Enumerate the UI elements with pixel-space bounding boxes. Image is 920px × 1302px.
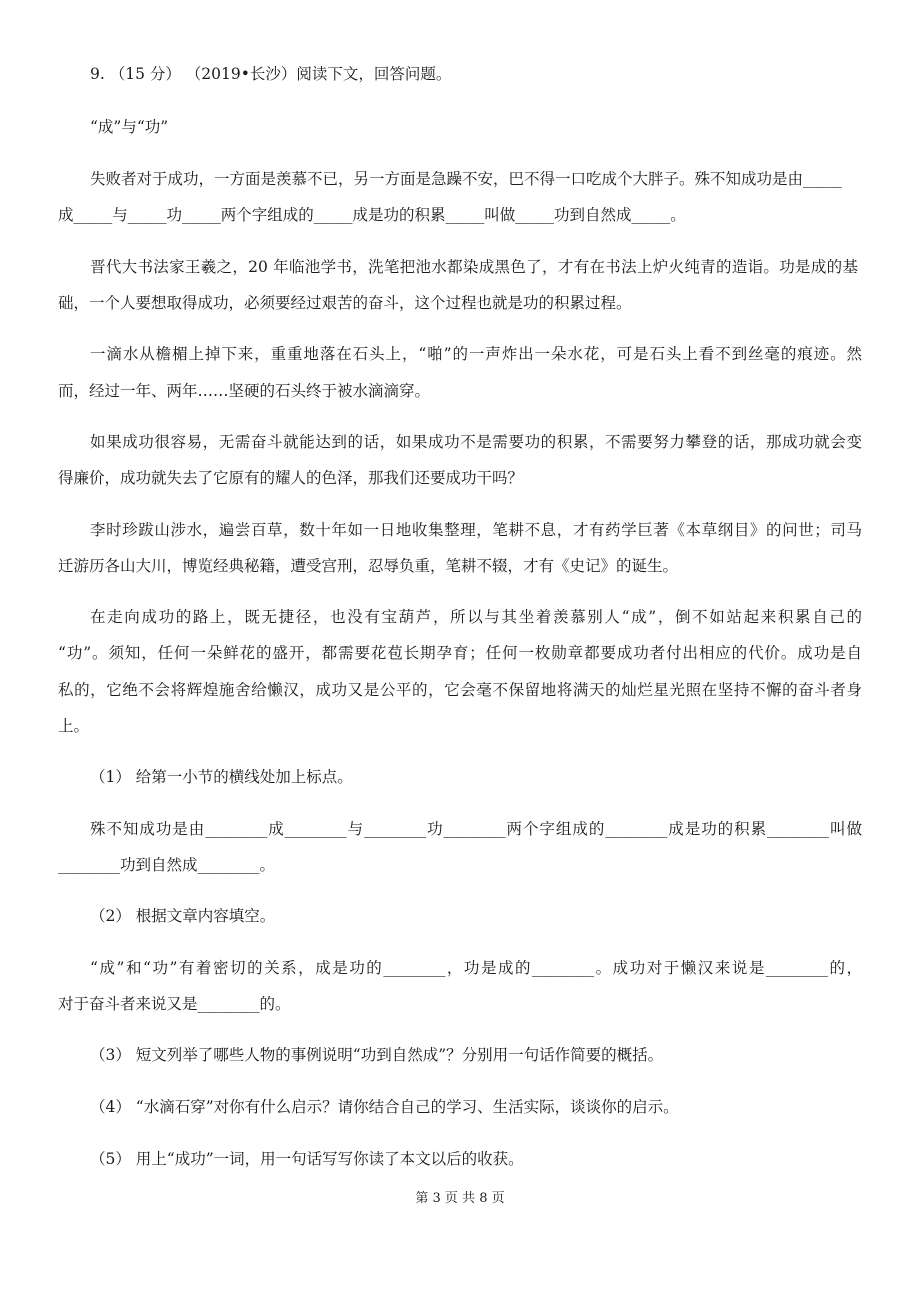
subquestion-3-label: （3） 短文列举了哪些人物的事例说明“功到自然成”？分别用一句话作简要的概括。: [90, 1046, 664, 1064]
subquestion-1-line-2: ________功到自然成________。: [58, 856, 276, 874]
subquestion-5-label: （5） 用上“成功”一词，用一句话写写你读了本文以后的收获。: [90, 1150, 524, 1168]
passage-paragraph-3-line-2: 而，经过一年、两年……坚硬的石头终于被水滴滴穿。: [58, 382, 431, 400]
passage-paragraph-6-line-3: 私的，它绝不会将辉煌施舍给懒汉，成功又是公平的，它会毫不保留地将满天的灿烂星光照在坚持不懈的奋斗者身: [58, 681, 862, 699]
passage-paragraph-4-line-2: 得廉价，成功就失去了它原有的耀人的色泽，那我们还要成功干吗？: [58, 469, 524, 487]
question-header: 9. （15 分） （2019•长沙）阅读下文，回答问题。: [90, 65, 452, 83]
passage-paragraph-1-line-2: 成_____与_____功_____两个字组成的_____成是功的积累_____叫做_____功到自然成_____。: [58, 206, 686, 224]
passage-title: “成”与“功”: [90, 118, 169, 136]
passage-paragraph-1-line-1: 失败者对于成功，一方面是羡慕不已，另一方面是急躁不安，巴不得一口吃成个大胖子。殊不知成功是由_____: [90, 170, 842, 188]
subquestion-1-line-1: 殊不知成功是由________成________与________功________两个字组成的________成是功的积累________叫做: [90, 820, 862, 838]
passage-paragraph-3-line-1: 一滴水从檐楣上掉下来，重重地落在石头上，“啪”的一声炸出一朵水花，可是石头上看不到丝毫的痕迹。然: [90, 345, 862, 363]
subquestion-2-line-2: 对于奋斗者来说又是________的。: [58, 995, 291, 1013]
page-number-footer: 第 3 页 共 8 页: [415, 1191, 505, 1206]
passage-paragraph-4-line-1: 如果成功很容易，无需奋斗就能达到的话，如果成功不是需要功的积累，不需要努力攀登的话，那成功就会变: [90, 433, 862, 451]
subquestion-1-label: （1） 给第一小节的横线处加上标点。: [90, 768, 353, 786]
subquestion-4-label: （4） “水滴石穿”对你有什么启示？请你结合自己的学习、生活实际，谈谈你的启示。: [90, 1098, 679, 1116]
passage-paragraph-6-line-2: “功”。须知，任何一朵鲜花的盛开，都需要花苞长期孕育；任何一枚勋章都要成功者付出相应的代价。成功是自: [58, 644, 862, 662]
passage-paragraph-5-line-1: 李时珍跋山涉水，遍尝百草，数十年如一日地收集整理，笔耕不息，才有药学巨著《本草纲目》的问世；司马: [90, 521, 862, 539]
passage-paragraph-5-line-2: 迁游历各山大川，博览经典秘籍，遭受宫刑，忍辱负重，笔耕不辍，才有《史记》的诞生。: [58, 557, 679, 575]
passage-paragraph-6-line-4: 上。: [58, 717, 90, 735]
passage-paragraph-2-line-2: 础，一个人要想取得成功，必须要经过艰苦的奋斗，这个过程也就是功的积累过程。: [58, 294, 632, 312]
subquestion-2-line-1: “成”和“功”有着密切的关系，成是功的________，功是成的________。成功对于懒汉来说是________的，: [90, 959, 862, 977]
passage-paragraph-2-line-1: 晋代大书法家王羲之，20 年临池学书，洗笔把池水都染成黑色了，才有在书法上炉火纯青的造诣。功是成的基: [90, 258, 858, 276]
passage-paragraph-6-line-1: 在走向成功的路上，既无捷径，也没有宝葫芦，所以与其坐着羡慕别人“成”，倒不如站起来积累自己的: [90, 608, 862, 626]
subquestion-2-label: （2） 根据文章内容填空。: [90, 907, 276, 925]
